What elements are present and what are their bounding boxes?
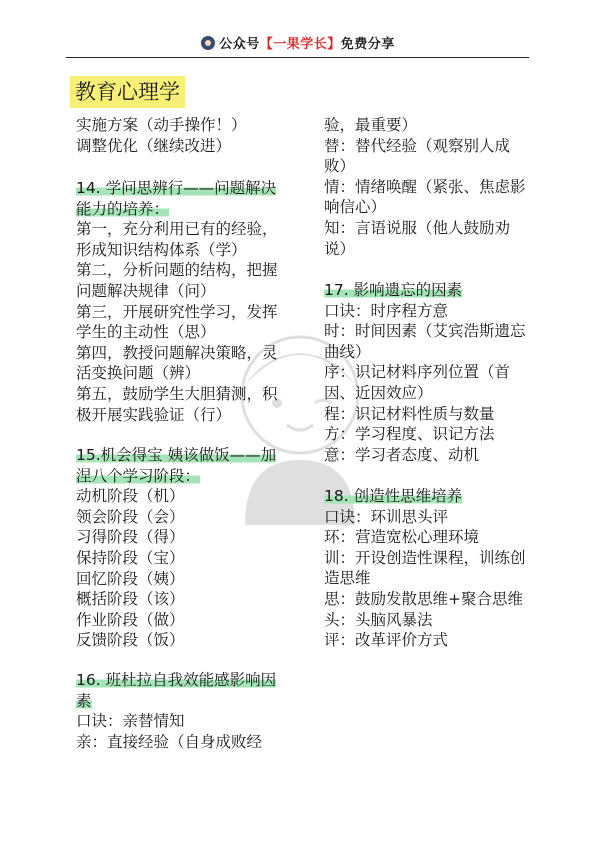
list-item: 作业阶段（做） (76, 610, 185, 629)
list-item: 败） (324, 157, 356, 176)
section-16 (76, 670, 276, 752)
list-item: 序：识记材料序列位置（首 (324, 363, 511, 382)
list-item: 替：替代经验（观察别人成 (324, 136, 511, 155)
section-16-title: 素 (76, 691, 92, 710)
list-item: 曲线） (324, 342, 371, 361)
list-item: 说） (324, 239, 356, 258)
section-15 (76, 445, 276, 651)
list-item: 反馈阶段（饭） (76, 631, 185, 650)
section-17-title: 17. 影响遗忘的因素 (324, 281, 463, 299)
main-title: 教育心理学 (70, 76, 185, 108)
list-item: 极开展实践验证（行） (76, 405, 232, 424)
list-item: 回忆阶段（姨） (76, 569, 185, 588)
intro-list (76, 115, 247, 156)
avatar-icon (201, 36, 215, 50)
list-item: 造思维 (324, 569, 371, 588)
list-item: 口诀：环训思头评 (324, 507, 449, 526)
section-17 (324, 280, 526, 465)
header-brand: 【一果学长】 (259, 37, 341, 52)
list-item: 动机阶段（机） (76, 487, 185, 506)
section-14 (76, 178, 278, 425)
list-item: 概括阶段（该） (76, 590, 185, 609)
list-item: 意：学习者态度、动机 (324, 445, 480, 464)
header-prefix: 公众号 (219, 37, 260, 52)
list-item: 第四，教授问题解决策略，灵 (76, 343, 278, 362)
header-divider (66, 57, 529, 58)
list-item: 第二，分析问题的结构，把握 (76, 261, 278, 280)
section-15-title: 15.机会得宝 姨该做饭——加 (76, 446, 277, 464)
section-16-title: 16. 班杜拉自我效能感影响因 (76, 671, 277, 689)
section-16-continued (324, 115, 526, 259)
list-item: 因、近因效应） (324, 383, 433, 402)
list-item: 响信心） (324, 198, 387, 217)
intro-line: 调整优化（继续改进） (76, 136, 232, 155)
list-item: 环：营造宽松心理环境 (324, 528, 480, 547)
section-14-title: 14. 学问思辨行——问题解决 (76, 179, 277, 197)
intro-line: 实施方案（动手操作！） (76, 116, 247, 134)
list-item: 程：识记材料性质与数量 (324, 404, 495, 423)
list-item: 领会阶段（会） (76, 507, 185, 526)
list-item: 验，最重要） (324, 116, 418, 134)
list-item: 评：改革评价方式 (324, 631, 449, 650)
list-item: 活变换问题（辨） (76, 364, 201, 383)
list-item: 时：时间因素（艾宾浩斯遗忘 (324, 322, 526, 341)
list-item: 学生的主动性（思） (76, 323, 216, 342)
list-item: 第一，充分利用已有的经验， (76, 220, 278, 239)
list-item: 头：头脑风暴法 (324, 610, 433, 629)
page-header (0, 33, 596, 52)
header-suffix: 免费分享 (340, 37, 395, 52)
list-item: 口诀：亲替情知 (76, 712, 185, 731)
list-item: 知：言语说服（他人鼓励劝 (324, 218, 511, 237)
section-18-title: 18. 创造性思维培养 (324, 487, 463, 505)
list-item: 亲：直接经验（自身成败经 (76, 732, 263, 751)
list-item: 第五，鼓励学生大胆猜测，积 (76, 384, 278, 403)
list-item: 思：鼓励发散思维+聚合思维 (324, 589, 523, 608)
list-item: 保持阶段（宝） (76, 548, 185, 567)
list-item: 情：情绪唤醒（紧张、焦虑影 (324, 177, 526, 196)
list-item: 方：学习程度、识记方法 (324, 425, 495, 444)
list-item: 习得阶段（得） (76, 528, 185, 547)
list-item: 口诀：时序程方意 (324, 301, 449, 320)
list-item: 形成知识结构体系（学） (76, 240, 247, 259)
list-item: 问题解决规律（问） (76, 281, 216, 300)
list-item: 第三，开展研究性学习，发挥 (76, 302, 278, 321)
section-18 (324, 486, 526, 651)
section-15-title: 涅八个学习阶段： (76, 466, 201, 485)
list-item: 训：开设创造性课程，训练创 (324, 548, 526, 567)
section-14-title: 能力的培养： (76, 199, 170, 218)
